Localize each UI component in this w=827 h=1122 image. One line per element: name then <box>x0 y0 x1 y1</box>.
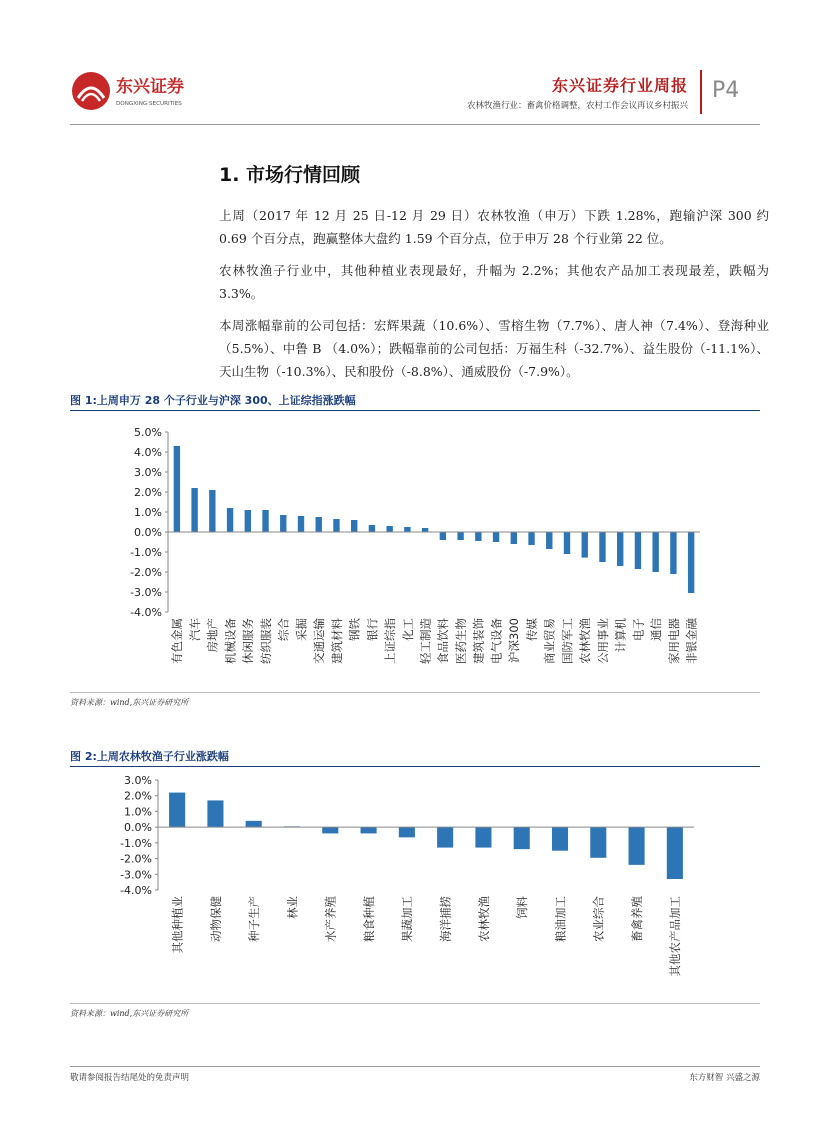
bar <box>546 532 552 549</box>
bar <box>437 827 453 847</box>
x-category-label: 农林牧渔 <box>578 618 593 664</box>
bar <box>617 532 623 566</box>
bar <box>369 525 375 532</box>
footer-slogan: 东方财智 兴盛之源 <box>689 1073 760 1083</box>
x-category-label: 其他种植业 <box>170 896 185 954</box>
bar <box>280 515 286 532</box>
bar <box>245 510 251 532</box>
y-tick-label: -2.0% <box>120 852 152 866</box>
bar <box>422 528 428 532</box>
figure2-chart <box>70 768 760 1000</box>
y-tick-label: 1.0% <box>134 506 162 519</box>
x-category-label: 果蔬加工 <box>400 896 415 942</box>
bar <box>457 532 463 540</box>
bar <box>207 800 223 827</box>
bar <box>440 532 446 540</box>
figure1-top-rule <box>70 410 760 411</box>
bar <box>246 821 262 827</box>
x-category-label: 建筑装饰 <box>471 618 486 664</box>
y-tick-label: 1.0% <box>124 805 152 819</box>
figure1-title: 图 1:上周申万 28 个子行业与沪深 300、上证综指涨跌幅 <box>70 394 356 407</box>
paragraph-1 <box>219 204 769 250</box>
y-tick-label: 4.0% <box>134 446 162 459</box>
y-tick-label: 3.0% <box>134 466 162 479</box>
bar <box>209 490 215 532</box>
bar <box>169 793 185 828</box>
x-category-label: 海洋捕捞 <box>438 896 453 942</box>
y-tick-label: -2.0% <box>130 566 162 579</box>
x-category-label: 国防军工 <box>560 618 575 664</box>
x-category-label: 房地产 <box>205 618 220 653</box>
bar <box>528 532 534 545</box>
logo-en-text: DONGXING SECURITIES <box>116 101 182 107</box>
header-rule <box>70 124 760 125</box>
paragraph-text: 本周涨幅靠前的公司包括：宏辉果蔬（10.6%）、雪榕生物（7.7%）、唐人神（7.4%）、登海种业（5.5%）、中鲁 B （4.0%）；跌幅靠前的公司包括：万福生科（-32.7%）、益生股份（-11.1%）、天山生物（-10.3%）、民和股份（-8.8%）、通威股份（-7.9%）。 <box>219 318 769 379</box>
bar <box>667 827 683 879</box>
y-tick-label: -4.0% <box>120 884 152 897</box>
x-category-label: 休闲服务 <box>241 618 256 664</box>
x-category-label: 计算机 <box>613 618 628 653</box>
y-tick-label: 3.0% <box>124 774 152 787</box>
x-category-label: 机械设备 <box>223 618 238 664</box>
bar <box>670 532 676 574</box>
x-category-label: 农业综合 <box>591 896 606 942</box>
header-divider <box>700 70 702 114</box>
y-tick-label: 2.0% <box>134 486 162 499</box>
paragraph-text: 上周（2017 年 12 月 25 日-12 月 29 日）农林牧渔（申万）下跌 1.28%，跑输沪深 300 约 0.69 个百分点，跑赢整体大盘约 1.59 个百分点，位于申万 28 个行业第 22 位。 <box>219 208 769 246</box>
bar <box>333 519 339 532</box>
figure1-chart <box>70 412 760 690</box>
bar <box>351 520 357 532</box>
x-category-label: 沪深300 <box>507 618 522 663</box>
bar <box>298 516 304 532</box>
y-tick-label: -4.0% <box>130 606 162 619</box>
bar <box>174 446 180 532</box>
y-tick-label: 0.0% <box>124 821 152 835</box>
x-category-label: 综合 <box>276 618 291 641</box>
x-category-label: 纺织服装 <box>258 618 273 664</box>
figure1-bottom-rule <box>70 692 760 693</box>
y-tick-label: -1.0% <box>120 836 152 850</box>
bar <box>475 827 491 847</box>
footer-rule <box>70 1066 760 1067</box>
x-category-label: 建筑材料 <box>329 618 344 664</box>
x-category-label: 钢铁 <box>347 618 362 641</box>
x-category-label: 采掘 <box>294 618 309 641</box>
x-category-label: 上证综指 <box>383 618 398 664</box>
page-number: P4 <box>712 78 740 103</box>
x-category-label: 传媒 <box>524 618 539 641</box>
bar <box>635 532 641 569</box>
bar <box>399 827 415 837</box>
x-category-label: 电气设备 <box>489 618 504 664</box>
bar <box>629 827 645 865</box>
x-category-label: 通信 <box>649 618 664 641</box>
y-tick-label: -3.0% <box>130 586 162 599</box>
x-category-label: 商业贸易 <box>542 618 557 664</box>
x-category-label: 农林牧渔 <box>476 896 491 942</box>
bar <box>599 532 605 562</box>
x-category-label: 粮食种植 <box>361 896 376 942</box>
x-category-label: 种子生产 <box>247 896 262 942</box>
x-category-label: 动物保健 <box>208 896 223 942</box>
report-title: 东兴证券行业周报 <box>551 76 688 95</box>
x-category-label: 其他农产品加工 <box>668 896 683 977</box>
y-tick-label: 0.0% <box>134 526 162 539</box>
x-category-label: 汽车 <box>187 618 202 641</box>
figure2-bottom-rule <box>70 1003 760 1004</box>
x-category-label: 轻工制造 <box>418 618 433 664</box>
bar <box>652 532 658 572</box>
bar <box>564 532 570 554</box>
bar <box>322 827 338 833</box>
bar <box>386 526 392 532</box>
x-category-label: 食品饮料 <box>436 618 451 664</box>
x-category-label: 饲料 <box>515 896 530 919</box>
x-category-label: 公用事业 <box>595 618 610 664</box>
bar <box>404 527 410 532</box>
bar <box>514 827 530 849</box>
logo-emblem <box>72 72 110 110</box>
paragraph-text: 农林牧渔子行业中，其他种植业表现最好，升幅为 2.2%；其他农产品加工表现最差，跌幅为 3.3%。 <box>219 263 769 301</box>
y-tick-label: -1.0% <box>130 546 162 559</box>
x-category-label: 银行 <box>365 618 380 641</box>
section-title: 1. 市场行情回顾 <box>219 164 361 186</box>
y-tick-label: 2.0% <box>124 789 152 803</box>
x-category-label: 电子 <box>631 618 646 641</box>
x-category-label: 林业 <box>285 896 300 919</box>
footer-disclaimer: 敬请参阅报告结尾处的免责声明 <box>70 1073 190 1083</box>
company-logo <box>70 70 210 114</box>
bar <box>475 532 481 541</box>
bar <box>552 827 568 851</box>
x-category-label: 水产养殖 <box>323 896 338 942</box>
x-category-label: 非银金融 <box>684 618 699 664</box>
x-category-label: 交通运输 <box>312 618 327 664</box>
bar <box>511 532 517 544</box>
bar <box>493 532 499 542</box>
y-tick-label: -3.0% <box>120 868 152 882</box>
report-subtitle: 农林牧渔行业：畜禽价格调整，农村工作会议再议乡村振兴 <box>466 101 688 111</box>
x-category-label: 有色金属 <box>170 618 185 664</box>
bar <box>262 510 268 532</box>
x-category-label: 家用电器 <box>666 618 681 664</box>
bar <box>590 827 606 858</box>
paragraph-3 <box>219 314 769 383</box>
figure2-top-rule <box>70 766 760 767</box>
logo-cn-text: 东兴证券 <box>116 77 184 97</box>
x-category-label: 粮油加工 <box>553 896 568 942</box>
figure1-source: 资料来源：wind,东兴证券研究所 <box>70 698 189 707</box>
x-category-label: 医药生物 <box>453 618 468 664</box>
bar <box>316 517 322 532</box>
bar <box>688 532 694 593</box>
figure2-title: 图 2:上周农林牧渔子行业涨跌幅 <box>70 750 229 763</box>
paragraph-2 <box>219 259 769 305</box>
figure2-source: 资料来源：wind,东兴证券研究所 <box>70 1009 189 1018</box>
bar <box>191 488 197 532</box>
y-tick-label: 5.0% <box>134 426 162 439</box>
x-category-label: 化工 <box>400 618 415 641</box>
bar <box>361 827 377 833</box>
bar <box>227 508 233 532</box>
x-category-label: 畜禽养殖 <box>629 896 644 942</box>
bar <box>582 532 588 558</box>
